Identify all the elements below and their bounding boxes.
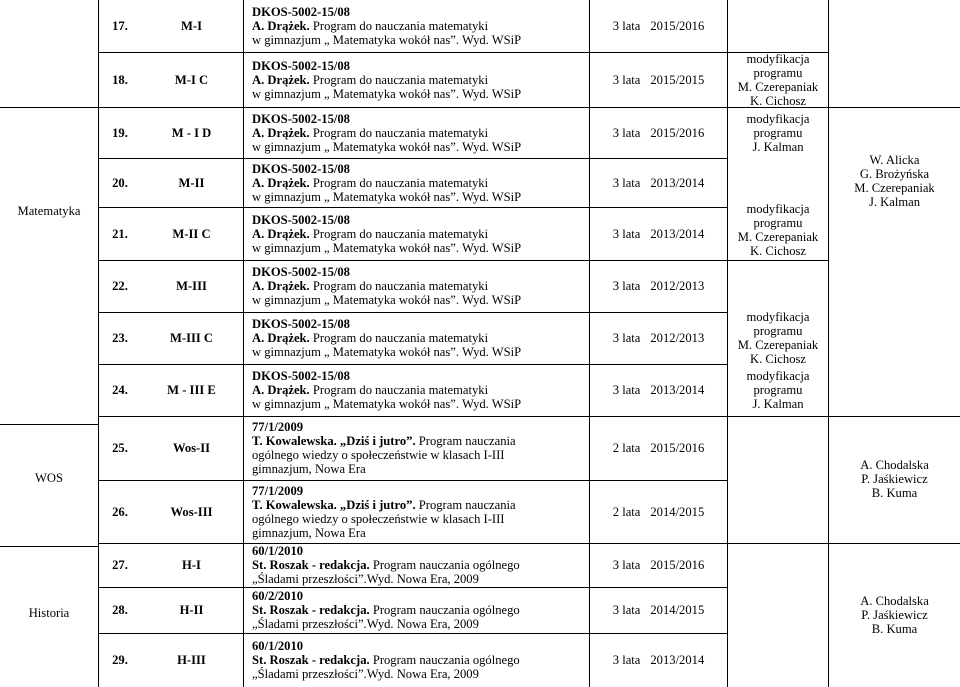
program-description bbox=[244, 364, 589, 416]
duration bbox=[590, 260, 727, 312]
subject-wos: WOS bbox=[35, 471, 63, 485]
modification-line: J. Kalman bbox=[752, 397, 804, 411]
program-description bbox=[244, 416, 589, 480]
class-name: M-III C bbox=[169, 331, 214, 345]
program-line bbox=[252, 176, 589, 190]
duration bbox=[590, 207, 727, 260]
duration-years: 3 lata bbox=[612, 603, 641, 617]
teacher-name: G. Brożyńska bbox=[859, 167, 930, 181]
program-line bbox=[252, 558, 589, 572]
row-number: 18. bbox=[112, 72, 128, 87]
program-code: 60/2/2010 bbox=[252, 589, 304, 603]
program-line bbox=[252, 19, 589, 33]
modification-line: K. Cichosz bbox=[750, 93, 806, 108]
class-name: M - III E bbox=[167, 383, 216, 397]
program-line bbox=[252, 603, 589, 617]
program-title: Program do nauczania matematyki bbox=[312, 383, 489, 397]
program-title: Program do nauczania matematyki bbox=[312, 19, 489, 33]
program-line: w gimnazjum „ Matematyka wokół nas”. Wyd. WSiP bbox=[252, 33, 522, 47]
duration-years: 3 lata bbox=[612, 331, 641, 345]
class-name: Wos-II bbox=[172, 441, 211, 455]
program-line bbox=[252, 653, 589, 667]
program-line: w gimnazjum „ Matematyka wokół nas”. Wyd. WSiP bbox=[252, 86, 522, 101]
program-description bbox=[244, 107, 589, 158]
duration bbox=[590, 543, 727, 587]
modification-note bbox=[728, 52, 828, 107]
teachers-history bbox=[829, 543, 960, 687]
duration bbox=[590, 587, 727, 633]
duration-years: 3 lata bbox=[612, 19, 641, 33]
teacher-name: M. Czerepaniak bbox=[854, 181, 935, 195]
class-name: Wos-III bbox=[170, 504, 213, 519]
program-line: „Śladami przeszłości”.Wyd. Nowa Era, 2009 bbox=[252, 667, 479, 681]
teacher-name: A. Chodalska bbox=[860, 457, 929, 472]
program-code: DKOS-5002-15/08 bbox=[252, 265, 350, 279]
program-description bbox=[244, 52, 589, 107]
row-number: 25. bbox=[112, 441, 128, 455]
modification-note bbox=[728, 107, 828, 158]
row-number: 27. bbox=[112, 558, 128, 572]
program-title: Program nauczania ogólnego bbox=[372, 558, 520, 572]
modification-line: M. Czerepaniak bbox=[737, 79, 819, 94]
duration-period: 2015/2016 bbox=[650, 19, 705, 33]
program-line: ogólnego wiedzy o społeczeństwie w klasach I-III bbox=[252, 511, 505, 526]
duration bbox=[590, 364, 727, 416]
program-author: A. Drążek. bbox=[252, 72, 310, 87]
modification-line: modyfikacja bbox=[746, 202, 810, 216]
program-title: Program do nauczania matematyki bbox=[312, 175, 489, 190]
class-name: M-III bbox=[176, 279, 207, 293]
modification-line: modyfikacja bbox=[746, 309, 810, 324]
modification-note bbox=[728, 364, 828, 416]
program-line: w gimnazjum „ Matematyka wokół nas”. Wyd. WSiP bbox=[252, 397, 522, 411]
modification-line: programu bbox=[753, 216, 803, 230]
program-code: DKOS-5002-15/08 bbox=[252, 317, 350, 331]
class-name: M-II bbox=[178, 175, 205, 190]
duration-years: 3 lata bbox=[612, 72, 641, 87]
duration bbox=[590, 0, 727, 52]
row-number: 20. bbox=[112, 175, 128, 190]
teacher-name: B. Kuma bbox=[871, 485, 918, 500]
duration-period: 2012/2013 bbox=[650, 279, 705, 293]
program-title: Program do nauczania matematyki bbox=[312, 226, 489, 241]
duration-years: 2 lata bbox=[612, 441, 641, 455]
duration-period: 2015/2016 bbox=[650, 558, 705, 572]
modification-line: K. Cichosz bbox=[750, 244, 806, 258]
teacher-name: A. Chodalska bbox=[860, 594, 929, 608]
duration bbox=[590, 312, 727, 364]
program-description bbox=[244, 480, 589, 543]
subject-history: Historia bbox=[28, 606, 70, 620]
modification-line: programu bbox=[753, 125, 803, 140]
duration bbox=[590, 480, 727, 543]
class-name: M-I bbox=[181, 19, 202, 33]
program-author: A. Drążek. bbox=[252, 279, 310, 293]
subject-math: Matematyka bbox=[17, 204, 81, 218]
program-author: A. Drążek. bbox=[252, 383, 310, 397]
teacher-name: J. Kalman bbox=[868, 195, 921, 209]
row-number: 21. bbox=[112, 226, 128, 241]
program-title: Program do nauczania matematyki bbox=[312, 331, 489, 345]
program-description bbox=[244, 543, 589, 587]
program-title: Program nauczania ogólnego bbox=[372, 653, 520, 667]
duration-years: 3 lata bbox=[612, 226, 641, 241]
row-number: 24. bbox=[112, 383, 128, 397]
duration bbox=[590, 633, 727, 687]
duration-period: 2013/2014 bbox=[650, 653, 705, 667]
program-line: w gimnazjum „ Matematyka wokół nas”. Wyd. WSiP bbox=[252, 293, 522, 307]
program-line bbox=[252, 73, 589, 87]
teacher-name: P. Jaśkiewicz bbox=[861, 471, 928, 486]
program-description bbox=[244, 260, 589, 312]
class-name: M-I C bbox=[174, 72, 209, 87]
duration-period: 2015/2015 bbox=[650, 72, 705, 87]
modification-line: programu bbox=[753, 65, 803, 80]
teachers-wos bbox=[829, 416, 960, 541]
duration-period: 2014/2015 bbox=[650, 603, 705, 617]
modification-line: K. Cichosz bbox=[750, 351, 806, 366]
modification-line: modyfikacja bbox=[746, 369, 810, 383]
modification-line: M. Czerepaniak bbox=[737, 230, 819, 244]
duration-years: 3 lata bbox=[612, 279, 641, 293]
program-title: Program do nauczania matematyki bbox=[312, 279, 489, 293]
program-author: A. Drążek. bbox=[252, 125, 310, 140]
program-line: w gimnazjum „ Matematyka wokół nas”. Wyd. WSiP bbox=[252, 189, 522, 204]
program-title: Program do nauczania matematyki bbox=[312, 125, 489, 140]
duration-period: 2014/2015 bbox=[650, 504, 705, 519]
program-line: gimnazjum, Nowa Era bbox=[252, 462, 366, 476]
duration-years: 2 lata bbox=[612, 504, 641, 519]
program-author: St. Roszak - redakcja. bbox=[252, 653, 370, 667]
duration bbox=[590, 52, 727, 107]
teacher-name: B. Kuma bbox=[871, 622, 918, 636]
program-code: DKOS-5002-15/08 bbox=[252, 161, 350, 176]
program-line bbox=[252, 383, 589, 397]
program-author: A. Drążek. bbox=[252, 19, 310, 33]
row-number: 23. bbox=[112, 331, 128, 345]
program-description bbox=[244, 312, 589, 364]
row-number: 19. bbox=[112, 125, 128, 140]
row-number: 22. bbox=[112, 279, 128, 293]
program-title: Program nauczania bbox=[418, 434, 516, 448]
program-line: ogólnego wiedzy o społeczeństwie w klasach I-III bbox=[252, 448, 505, 462]
program-author: St. Roszak - redakcja. bbox=[252, 558, 370, 572]
duration-period: 2015/2016 bbox=[650, 441, 705, 455]
program-code: 60/1/2010 bbox=[252, 639, 304, 653]
program-line: „Śladami przeszłości”.Wyd. Nowa Era, 2009 bbox=[252, 572, 479, 586]
duration bbox=[590, 416, 727, 480]
duration-years: 3 lata bbox=[612, 558, 641, 572]
class-name: M - I D bbox=[171, 125, 212, 140]
program-author: St. Roszak - redakcja. bbox=[252, 603, 370, 617]
modification-note bbox=[728, 311, 828, 364]
program-line bbox=[252, 126, 589, 140]
program-description bbox=[244, 0, 589, 52]
program-title: Program do nauczania matematyki bbox=[312, 72, 489, 87]
program-line: w gimnazjum „ Matematyka wokół nas”. Wyd. WSiP bbox=[252, 345, 522, 359]
program-line bbox=[252, 227, 589, 241]
program-code: 77/1/2009 bbox=[252, 420, 304, 434]
program-author: A. Drążek. bbox=[252, 226, 310, 241]
modification-line: M. Czerepaniak bbox=[737, 337, 819, 352]
modification-line: programu bbox=[753, 323, 803, 338]
duration-period: 2012/2013 bbox=[650, 331, 705, 345]
row-number: 29. bbox=[112, 653, 128, 667]
program-title: Program nauczania bbox=[418, 497, 516, 512]
program-description bbox=[244, 207, 589, 260]
program-author: T. Kowalewska. „Dziś i jutro”. bbox=[252, 497, 416, 512]
duration-years: 3 lata bbox=[612, 125, 641, 140]
duration-years: 3 lata bbox=[612, 383, 641, 397]
row-number: 28. bbox=[112, 603, 128, 617]
row-number: 26. bbox=[112, 504, 128, 519]
modification-line: J. Kalman bbox=[752, 139, 804, 154]
duration-years: 3 lata bbox=[612, 175, 641, 190]
row-number: 17. bbox=[112, 19, 128, 33]
duration-period: 2015/2016 bbox=[650, 125, 705, 140]
program-line bbox=[252, 279, 589, 293]
program-line bbox=[252, 331, 589, 345]
duration-period: 2013/2014 bbox=[650, 383, 705, 397]
duration-period: 2013/2014 bbox=[650, 226, 705, 241]
duration-period: 2013/2014 bbox=[650, 175, 705, 190]
program-line: w gimnazjum „ Matematyka wokół nas”. Wyd. WSiP bbox=[252, 139, 522, 154]
program-line: „Śladami przeszłości”.Wyd. Nowa Era, 2009 bbox=[252, 617, 479, 631]
program-line bbox=[252, 434, 589, 448]
program-description bbox=[244, 633, 589, 687]
program-author: A. Drążek. bbox=[252, 331, 310, 345]
grid-line bbox=[0, 546, 98, 547]
program-line: w gimnazjum „ Matematyka wokół nas”. Wyd. WSiP bbox=[252, 240, 522, 255]
program-code: DKOS-5002-15/08 bbox=[252, 369, 350, 383]
program-author: A. Drążek. bbox=[252, 175, 310, 190]
modification-line: modyfikacja bbox=[746, 51, 810, 66]
program-code: DKOS-5002-15/08 bbox=[252, 5, 350, 19]
class-name: H-I bbox=[182, 558, 201, 572]
duration-years: 3 lata bbox=[612, 653, 641, 667]
duration bbox=[590, 158, 727, 207]
program-code: DKOS-5002-15/08 bbox=[252, 212, 350, 227]
teachers-math bbox=[829, 107, 960, 255]
program-line: gimnazjum, Nowa Era bbox=[252, 525, 366, 540]
duration bbox=[590, 107, 727, 158]
modification-note bbox=[728, 197, 828, 263]
class-name: H-III bbox=[177, 653, 206, 667]
program-code: DKOS-5002-15/08 bbox=[252, 58, 350, 73]
class-name: H-II bbox=[179, 603, 204, 617]
modification-line: programu bbox=[753, 383, 803, 397]
program-code: DKOS-5002-15/08 bbox=[252, 111, 350, 126]
teacher-name: W. Alicka bbox=[869, 153, 920, 167]
program-description bbox=[244, 587, 589, 633]
program-description bbox=[244, 158, 589, 207]
class-name: M-II C bbox=[172, 226, 211, 241]
program-line bbox=[252, 498, 589, 512]
teacher-name: P. Jaśkiewicz bbox=[861, 608, 928, 622]
program-title: Program nauczania ogólnego bbox=[372, 603, 520, 617]
program-author: T. Kowalewska. „Dziś i jutro”. bbox=[252, 434, 416, 448]
program-code: 60/1/2010 bbox=[252, 544, 304, 558]
modification-line: modyfikacja bbox=[746, 111, 810, 126]
program-code: 77/1/2009 bbox=[252, 483, 304, 498]
